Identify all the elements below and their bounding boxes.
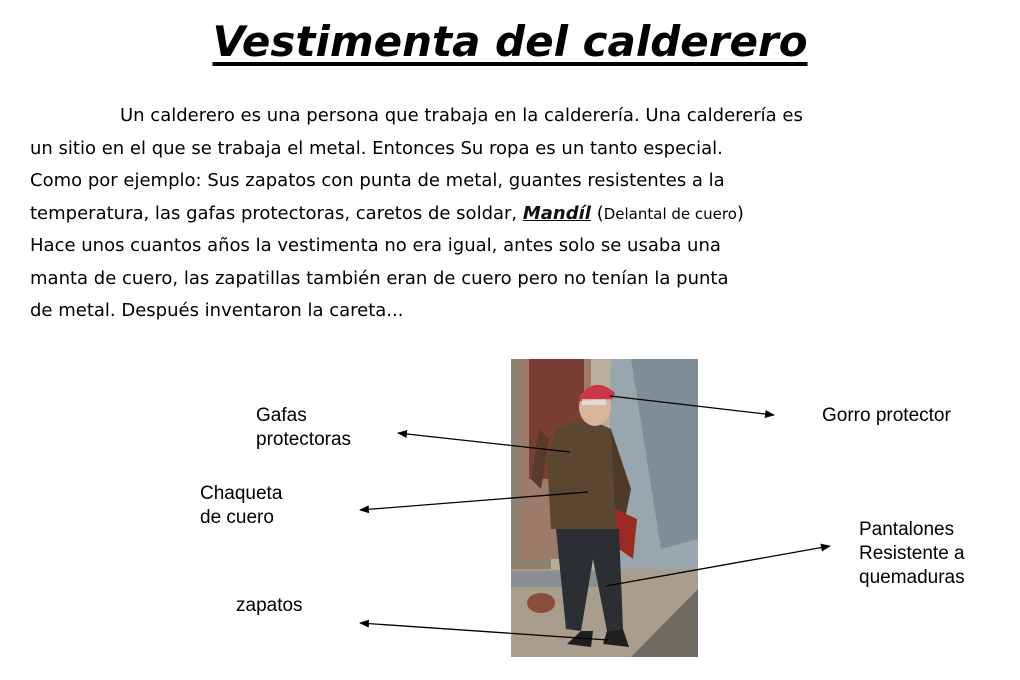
arrow-gorro: [610, 396, 774, 415]
label-zapatos: zapatos: [236, 595, 303, 616]
label-gorro-protector: Gorro protector: [822, 405, 951, 426]
arrow-chaqueta: [360, 492, 588, 510]
paragraph-line: de metal. Después inventaron la careta...: [30, 300, 404, 321]
arrow-zapatos: [360, 623, 608, 640]
arrow-gafas: [398, 433, 570, 452]
paren-open: (: [590, 202, 604, 224]
label-gafas-protectoras: Gafas protectoras: [256, 405, 352, 450]
paragraph-line: Como por ejemplo: Sus zapatos con punta de metal, guantes resistentes a la: [30, 170, 725, 191]
label-chaqueta-de-cuero: Chaqueta de cuero: [200, 483, 283, 528]
paragraph-line: manta de cuero, las zapatillas también eran de cuero pero no tenían la punta: [30, 267, 729, 289]
page-title: Vestimenta del calderero: [212, 17, 808, 66]
arrow-pantalones: [606, 546, 830, 586]
paragraph-line: Un calderero es una persona que trabaja en la calderería. Una calderería es: [120, 105, 803, 126]
paragraph-line: un sitio en el que se trabaja el metal. Entonces Su ropa es un tanto especial.: [30, 137, 723, 159]
paragraph-line: Hace unos cuantos años la vestimenta no era igual, antes solo se usaba una: [30, 235, 721, 256]
line-text: temperatura, las gafas protectoras, caretos de soldar,: [30, 202, 523, 224]
mandil-term: Mandíl: [522, 202, 591, 224]
mandil-definition: Delantal de cuero: [603, 204, 737, 223]
label-pantalones: Pantalones Resistente a quemaduras: [859, 519, 965, 588]
paren-close: ): [736, 202, 744, 224]
